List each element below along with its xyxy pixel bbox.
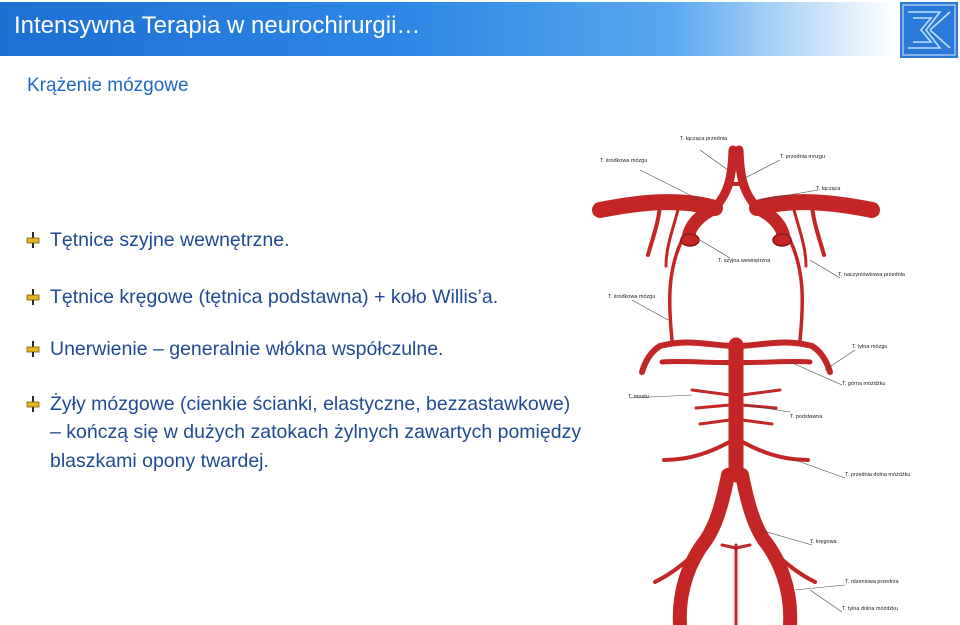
bullet-item xyxy=(26,335,586,364)
slide-title: Intensywna Terapia w neurochirurgii… xyxy=(14,12,421,39)
label-aica: T. przednia dolna móżdżku xyxy=(845,472,911,478)
bullet-item xyxy=(26,283,586,312)
bullet-list xyxy=(26,226,586,475)
title-bar xyxy=(0,0,960,58)
bullet-text: Żyły mózgowe (cienkie ścianki, elastyczne, bezzastawkowe) – kończą się w dużych zatokach żylnych zawartych pomiędzy blaszkami opony twardej. xyxy=(50,392,582,472)
circle-of-willis-diagram xyxy=(586,128,960,625)
slide-subtitle: Krążenie mózgowe xyxy=(27,75,189,96)
artery-network xyxy=(600,150,872,625)
bullet-item xyxy=(26,226,586,255)
label-asa: T. rdzeniowa przednia xyxy=(845,579,899,585)
bullet-text: Tętnice szyjne wewnętrzne. xyxy=(50,229,290,251)
hospital-logo-icon xyxy=(900,2,958,58)
label-basilar: T. podstawna xyxy=(790,414,823,420)
bullet-item xyxy=(26,390,586,476)
bullet-text: Tętnice kręgowe (tętnica podstawna) + koło Willis’a. xyxy=(50,285,499,308)
label-pontine: T. mostu xyxy=(628,394,649,400)
label-sca: T. górna móżdżku xyxy=(842,381,886,387)
pin-bullet-icon xyxy=(26,341,40,357)
label-pca: T. tylna mózgu xyxy=(852,344,888,350)
pin-bullet-icon xyxy=(26,232,40,248)
ica-right-cut xyxy=(773,234,791,246)
label-mca: T. środkowa mózgu xyxy=(608,294,656,300)
label-acha: T. naczyniówkowa przednia xyxy=(838,272,905,278)
bullet-text: Unerwienie – generalnie włókna współczulne. xyxy=(50,338,444,360)
label-aca: T. przednia mózgu xyxy=(780,154,825,160)
ica-left-cut xyxy=(681,234,699,246)
label-ica: T. szyjna wewnętrzna xyxy=(718,258,771,264)
label-vertebral: T. kręgowa xyxy=(810,539,837,545)
pin-bullet-icon xyxy=(26,289,40,305)
label-ant-chor: T. środkowa mózgu xyxy=(600,158,648,164)
label-pica: T. tylna dolna móżdżku xyxy=(842,606,898,612)
label-acom: T. łącząca przednia xyxy=(680,136,728,142)
pin-bullet-icon xyxy=(26,396,40,412)
label-pcom: T. łącząca xyxy=(816,186,841,192)
